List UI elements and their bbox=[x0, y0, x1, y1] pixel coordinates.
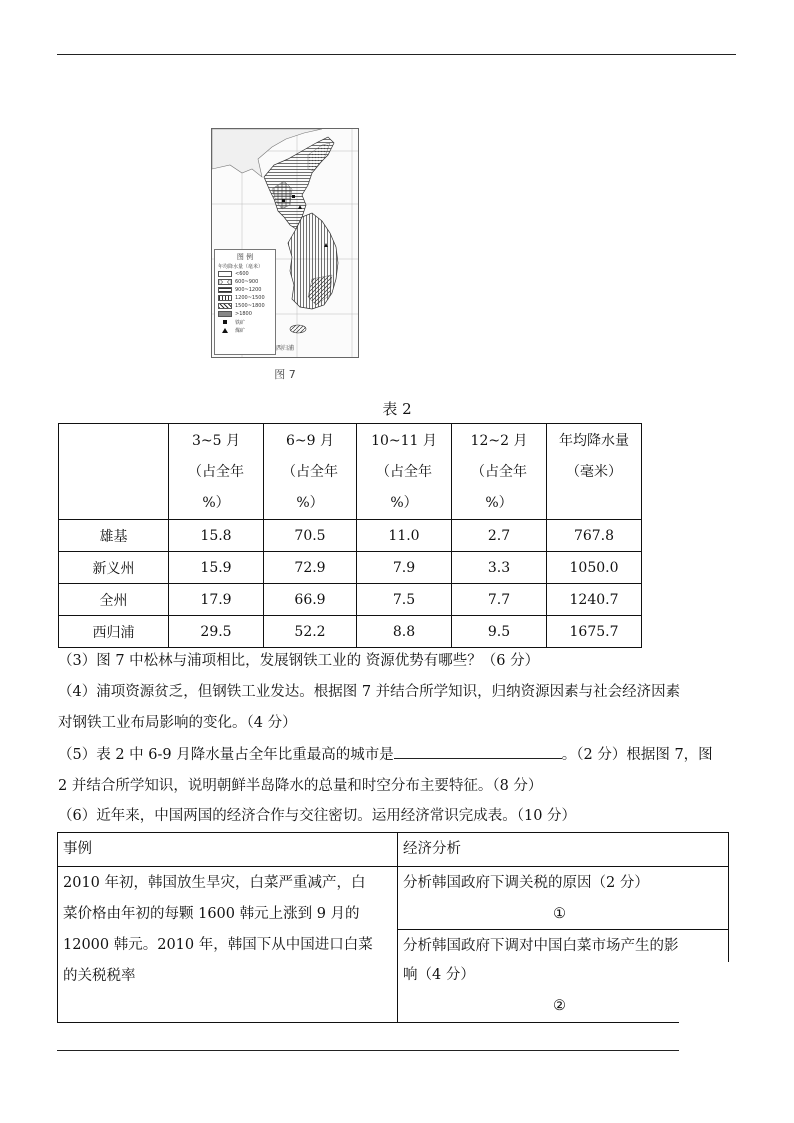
analysis-prompt-2-line-1: 分析韩国政府下调对中国白菜市场产生的影 bbox=[403, 938, 679, 954]
table-row bbox=[59, 584, 642, 616]
legend-title: 图 例 bbox=[236, 253, 254, 261]
legend-item: 1500~1800 bbox=[215, 302, 275, 310]
value-cell: 7.5 bbox=[357, 584, 452, 616]
precipitation-table bbox=[58, 423, 642, 648]
table-row bbox=[59, 616, 642, 648]
legend-item: 900~1200 bbox=[215, 286, 275, 294]
legend-symbol-iron: 铁矿 bbox=[215, 318, 275, 326]
map-frame bbox=[211, 128, 359, 358]
value-cell: 70.5 bbox=[264, 520, 357, 552]
value-cell: 11.0 bbox=[357, 520, 452, 552]
economic-analysis-table bbox=[57, 832, 729, 1023]
footer-rule bbox=[57, 1050, 679, 1051]
legend-item: >1800 bbox=[215, 310, 275, 318]
table-2-caption: 表 2 bbox=[382, 400, 412, 418]
legend-item: 600~900 bbox=[215, 278, 275, 286]
header-rule bbox=[57, 54, 736, 55]
value-cell: 1675.7 bbox=[547, 616, 642, 648]
figure-7 bbox=[205, 128, 365, 380]
value-cell: 7.9 bbox=[357, 552, 452, 584]
legend-item: 1200~1500 bbox=[215, 294, 275, 302]
map-place-label: 西归浦 bbox=[276, 345, 295, 352]
value-cell: 29.5 bbox=[169, 616, 264, 648]
value-cell: 1050.0 bbox=[547, 552, 642, 584]
col-header-case: 事例 bbox=[63, 841, 92, 857]
question-4-line-2: 对钢铁工业布局影响的变化。（4 分） bbox=[58, 715, 297, 731]
header-cell: 12~2 月 （占全年 %） bbox=[452, 424, 547, 520]
question-4-line-1: （4）浦项资源贫乏，但钢铁工业发达。根据图 7 并结合所学知识，归纳资源因素与社会经济因素 bbox=[58, 684, 681, 700]
question-5-line-1 bbox=[58, 740, 713, 770]
header-cell: 年均降水量 （毫米） bbox=[547, 424, 642, 520]
value-cell: 8.8 bbox=[357, 616, 452, 648]
case-line: 菜价格由年初的每颗 1600 韩元上涨到 9 月的 bbox=[63, 906, 360, 922]
table-row bbox=[59, 552, 642, 584]
header-cell: 3~5 月 （占全年 %） bbox=[169, 424, 264, 520]
value-cell: 66.9 bbox=[264, 584, 357, 616]
legend-subtitle: 年均降水量（毫米） bbox=[218, 264, 264, 270]
case-line: 2010 年初，韩国放生旱灾，白菜严重减产，白 bbox=[63, 875, 366, 891]
header-cell-empty bbox=[59, 424, 169, 520]
table-header-row bbox=[59, 424, 642, 520]
city-cell: 全州 bbox=[59, 584, 169, 616]
value-cell: 15.9 bbox=[169, 552, 264, 584]
question-5-text-a: （5）表 2 中 6-9 月降水量占全年比重最高的城市是 bbox=[58, 747, 394, 763]
value-cell: 767.8 bbox=[547, 520, 642, 552]
header-cell: 6~9 月 （占全年 %） bbox=[264, 424, 357, 520]
analysis-prompt-1: 分析韩国政府下调关税的原因（2 分） bbox=[403, 875, 649, 891]
question-3: （3）图 7 中松林与浦项相比，发展钢铁工业的 资源优势有哪些？（6 分） bbox=[58, 653, 540, 669]
answer-mark-1[interactable]: ① bbox=[553, 906, 566, 922]
value-cell: 9.5 bbox=[452, 616, 547, 648]
city-cell: 雄基 bbox=[59, 520, 169, 552]
analysis-prompt-2-line-2: 响（4 分） bbox=[403, 967, 475, 983]
legend-symbol-coal: 煤矿 bbox=[215, 326, 275, 334]
case-line: 12000 韩元。2010 年，韩国下从中国进口白菜 bbox=[63, 937, 373, 953]
city-cell: 西归浦 bbox=[59, 616, 169, 648]
value-cell: 72.9 bbox=[264, 552, 357, 584]
map-legend bbox=[214, 249, 276, 355]
value-cell: 17.9 bbox=[169, 584, 264, 616]
legend-item: <600 bbox=[215, 270, 275, 278]
col-header-analysis: 经济分析 bbox=[403, 841, 461, 857]
value-cell: 15.8 bbox=[169, 520, 264, 552]
table-row bbox=[59, 520, 642, 552]
value-cell: 1240.7 bbox=[547, 584, 642, 616]
value-cell: 7.7 bbox=[452, 584, 547, 616]
answer-mark-2[interactable]: ② bbox=[553, 998, 566, 1014]
figure-label: 图 7 bbox=[274, 368, 296, 381]
question-5-text-b: 。（2 分）根据图 7，图 bbox=[561, 747, 713, 763]
city-cell: 新义州 bbox=[59, 552, 169, 584]
question-6: （6）近年来，中国两国的经济合作与交往密切。运用经济常识完成表。（10 分） bbox=[58, 808, 577, 824]
value-cell: 3.3 bbox=[452, 552, 547, 584]
answer-blank[interactable] bbox=[394, 744, 562, 759]
case-line: 的关税税率 bbox=[63, 968, 136, 984]
question-5-line-2: 2 并结合所学知识，说明朝鲜半岛降水的总量和时空分布主要特征。（8 分） bbox=[58, 778, 543, 794]
header-cell: 10~11 月 （占全年 %） bbox=[357, 424, 452, 520]
value-cell: 52.2 bbox=[264, 616, 357, 648]
value-cell: 2.7 bbox=[452, 520, 547, 552]
